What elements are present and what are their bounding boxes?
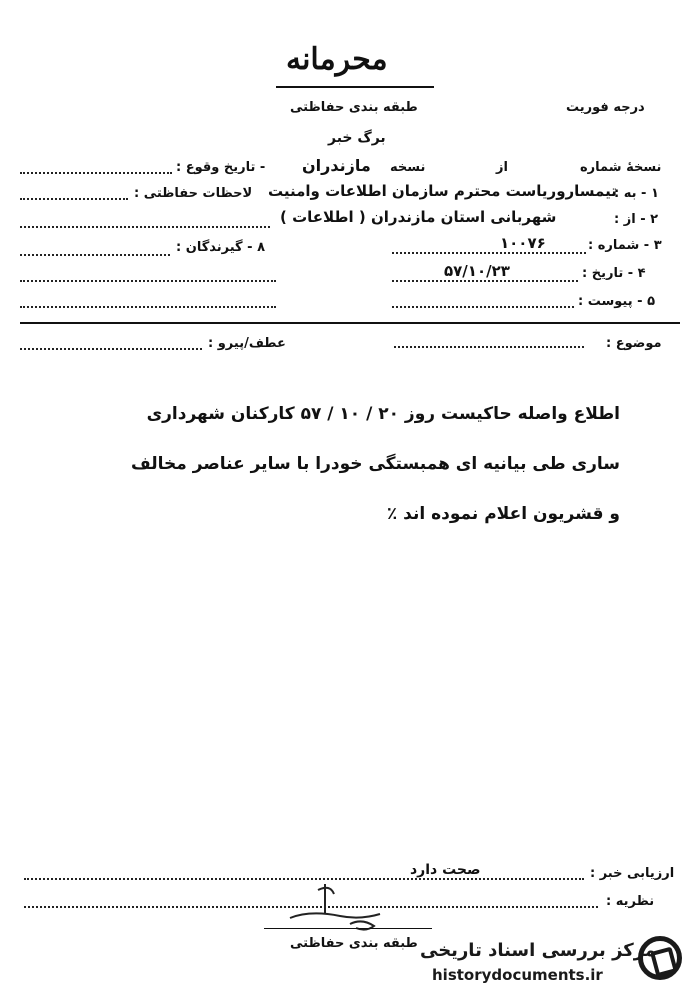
from-dots bbox=[20, 226, 270, 228]
date-dots bbox=[392, 280, 578, 282]
occurrence-date-label: - تاریخ وقوع : bbox=[176, 160, 266, 175]
recipients-dots-2 bbox=[20, 280, 276, 282]
date-value: ۵۷/۱۰/۲۳ bbox=[444, 262, 510, 280]
recipients-label: ۸ - گیرندگان : bbox=[176, 240, 265, 255]
reference-dots bbox=[20, 348, 202, 350]
to-dots bbox=[20, 198, 128, 200]
watermark-text-en: historydocuments.ir bbox=[432, 966, 603, 984]
classification-top: طبقه بندی حفاظتی bbox=[290, 100, 418, 115]
evaluation-value: صحت دارد bbox=[410, 862, 481, 878]
opinion-label: نظریه : bbox=[606, 894, 655, 909]
to-value: تیمساروریاست محترم سازمان اطلاعات وامنیت bbox=[268, 182, 617, 200]
recipients-dots bbox=[20, 254, 170, 256]
evaluation-label: ارزیابی خبر : bbox=[590, 866, 675, 881]
handwritten-place: مازندران bbox=[302, 156, 371, 175]
from-copies-label: از bbox=[496, 160, 508, 175]
date-label: ۴ - تاریخ : bbox=[582, 266, 646, 281]
document-title: محرمانه bbox=[286, 42, 388, 77]
form-name: برگ خبر bbox=[328, 130, 386, 146]
to-label: ۱ - به : bbox=[614, 186, 659, 201]
copies-label: نسخه bbox=[390, 160, 426, 175]
body-line: ساری طی بیانیه ای همبستگی خودرا با سایر عناصر مخالف bbox=[131, 454, 620, 474]
copy-number-label: نسخهٔ شماره bbox=[580, 160, 662, 175]
watermark-text-fa: مرکز بررسی اسناد تاریخی bbox=[420, 940, 657, 961]
from-label: ۲ - از : bbox=[614, 212, 659, 227]
subject-label: موضوع : bbox=[606, 336, 662, 351]
to-suffix: لاحظات حفاظتی : bbox=[134, 186, 253, 201]
body-line: و قشریون اعلام نموده اند ٪ bbox=[386, 504, 620, 524]
urgency-label: درجه فوریت bbox=[566, 100, 645, 115]
recipients-dots-3 bbox=[20, 306, 276, 308]
reference-label: عطف/پیرو : bbox=[208, 336, 286, 351]
number-label: ۳ - شماره : bbox=[588, 238, 662, 253]
signature-scribble bbox=[270, 880, 400, 940]
header-divider bbox=[20, 322, 680, 324]
from-value: شهربانی استان مازندران ( اطلاعات ) bbox=[280, 208, 557, 226]
watermark-logo-icon bbox=[638, 936, 682, 980]
classification-bottom: طبقه بندی حفاظتی bbox=[290, 936, 418, 951]
body-line: اطلاع واصله حاکیست روز ۲۰ / ۱۰ / ۵۷ کارکنان شهرداری bbox=[146, 404, 620, 424]
footer-underline bbox=[264, 928, 432, 929]
subject-dots bbox=[394, 346, 584, 348]
number-value: ۱۰۰۷۶ bbox=[500, 234, 546, 252]
attachment-label: ۵ - پیوست : bbox=[578, 294, 655, 309]
title-underline bbox=[276, 86, 434, 88]
attachment-dots bbox=[392, 306, 574, 308]
number-dots bbox=[392, 252, 586, 254]
occurrence-date-dots bbox=[20, 172, 172, 174]
